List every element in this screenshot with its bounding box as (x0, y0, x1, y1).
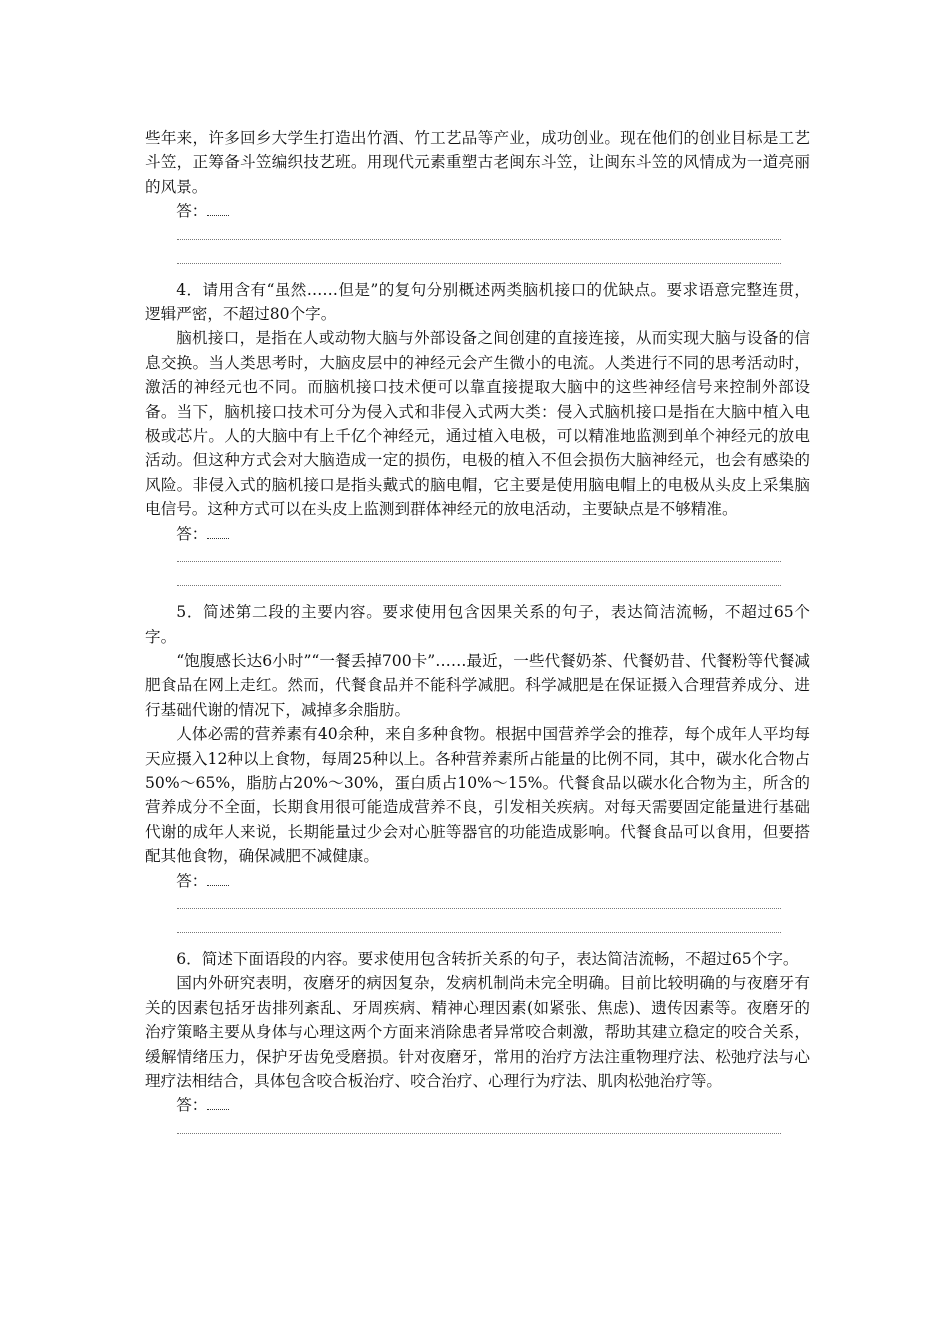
q5-answer-row (176, 869, 810, 893)
q3-answer-row (176, 199, 810, 223)
answer-label: 答： (176, 1096, 208, 1115)
answer-dotted-line[interactable] (177, 931, 781, 933)
document-body (145, 126, 810, 1134)
question-4 (145, 278, 810, 586)
answer-blank[interactable] (207, 201, 229, 216)
question-3 (145, 126, 810, 264)
answer-dotted-line[interactable] (177, 238, 781, 240)
answer-dotted-line[interactable] (177, 262, 781, 264)
answer-blank[interactable] (207, 1095, 229, 1110)
q5-paragraph-2: 人体必需的营养素有40余种，来自多种食物。根据中国营养学会的推荐，每个成年人平均每天应摄入12种以上食物，每周25种以上。各种营养素所占能量的比例不同，其中，碳水化合物占50%～65%，脂肪占20%～30%，蛋白质占10%～15%。代餐食品以碳水化合物为主，所含的营养成分不全面，长期食用很可能造成营养不良，引发相关疾病。对每天需要固定能量进行基础代谢的成年人来说，长期能量过少会对心脏等器官的功能造成影响。代餐食品可以食用，但要搭配其他食物，确保减肥不减健康。 (145, 725, 810, 866)
question-5 (145, 600, 810, 933)
answer-dotted-line[interactable] (177, 584, 781, 586)
q4-answer-row (176, 522, 810, 546)
q6-prompt: 6．简述下面语段的内容。要求使用包含转折关系的句子，表达简洁流畅，不超过65个字。 (176, 949, 799, 968)
answer-dotted-line[interactable] (177, 907, 781, 909)
answer-label: 答： (176, 871, 208, 890)
q4-passage: 脑机接口，是指在人或动物大脑与外部设备之间创建的直接连接，从而实现大脑与设备的信息交换。当人类思考时，大脑皮层中的神经元会产生微小的电流。人类进行不同的思考活动时，激活的神经元也不同。而脑机接口技术便可以靠直接提取大脑中的这些神经信号来控制外部设备。当下，脑机接口技术可分为侵入式和非侵入式两大类：侵入式脑机接口是指在大脑中植入电极或芯片。人的大脑中有上千亿个神经元，通过植入电极，可以精准地监测到单个神经元的放电活动。但这种方式会对大脑造成一定的损伤，电极的植入不但会损伤大脑神经元，也会有感染的风险。非侵入式的脑机接口是指头戴式的脑电帽，它主要是使用脑电帽上的电极从头皮上采集脑电信号。这种方式可以在头皮上监测到群体神经元的放电活动，主要缺点是不够精准。 (145, 329, 810, 519)
answer-label: 答： (176, 524, 208, 543)
answer-blank[interactable] (207, 871, 229, 886)
answer-dotted-line[interactable] (177, 1132, 781, 1134)
answer-label: 答： (176, 202, 208, 221)
q3-passage: 些年来，许多回乡大学生打造出竹酒、竹工艺品等产业，成功创业。现在他们的创业目标是工艺斗笠，正筹备斗笠编织技艺班。用现代元素重塑古老闽东斗笠，让闽东斗笠的风情成为一道亮丽的风景。 (145, 129, 810, 196)
q5-paragraph-1: “饱腹感长达6小时”“一餐丢掉700卡”……最近，一些代餐奶茶、代餐奶昔、代餐粉等代餐减肥食品在网上走红。然而，代餐食品并不能科学减肥。科学减肥是在保证摄入合理营养成分、进行基础代谢的情况下，减掉多余脂肪。 (145, 651, 810, 719)
q4-prompt: 4．请用含有“虽然……但是”的复句分别概述两类脑机接口的优缺点。要求语意完整连贯，逻辑严密，不超过80个字。 (145, 280, 810, 324)
answer-blank[interactable] (207, 524, 229, 539)
q6-answer-row (176, 1093, 810, 1117)
question-6 (145, 947, 810, 1134)
answer-dotted-line[interactable] (177, 560, 781, 562)
q5-prompt: 5．简述第二段的主要内容。要求使用包含因果关系的句子，表达简洁流畅，不超过65个字。 (145, 603, 810, 646)
q6-passage: 国内外研究表明，夜磨牙的病因复杂，发病机制尚未完全明确。目前比较明确的与夜磨牙有关的因素包括牙齿排列紊乱、牙周疾病、精神心理因素(如紧张、焦虑)、遗传因素等。夜磨牙的治疗策略主要从身体与心理这两个方面来消除患者异常咬合刺激，帮助其建立稳定的咬合关系，缓解情绪压力，保护牙齿免受磨损。针对夜磨牙，常用的治疗方法注重物理疗法、松弛疗法与心理疗法相结合，具体包含咬合板治疗、咬合治疗、心理行为疗法、肌肉松弛治疗等。 (145, 974, 810, 1090)
